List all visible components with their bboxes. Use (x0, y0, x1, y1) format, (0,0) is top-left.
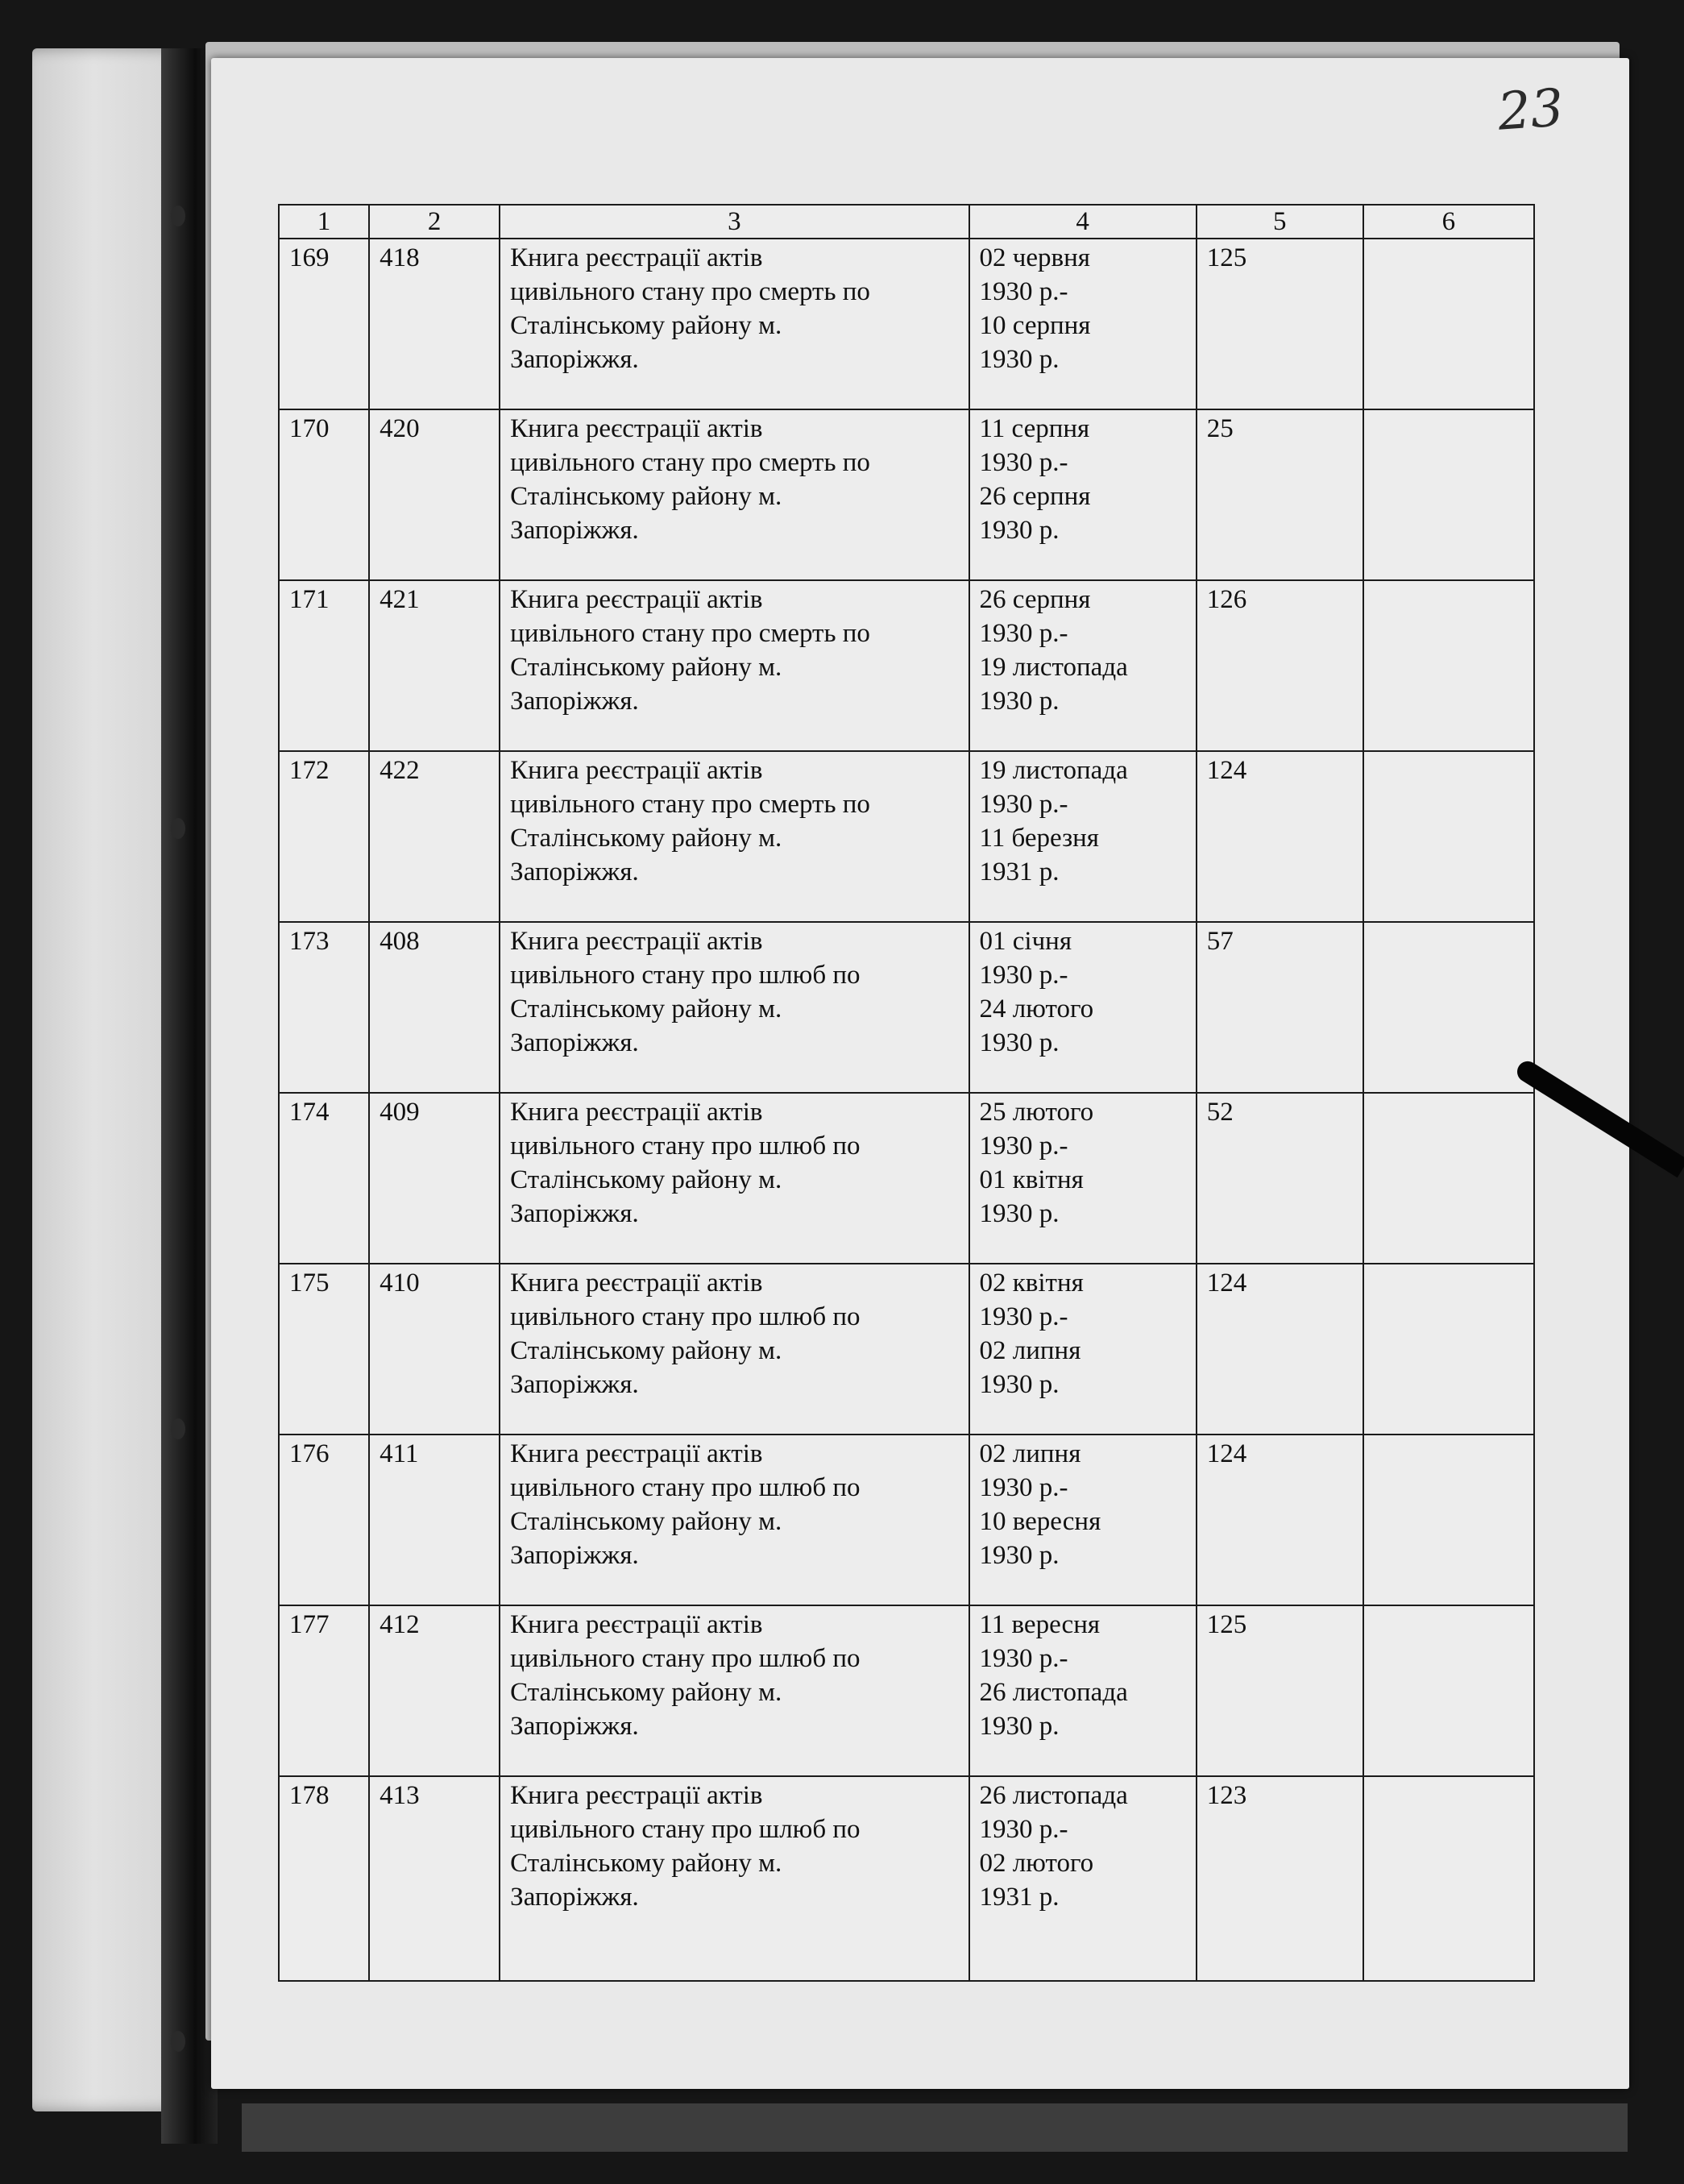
notes (1363, 751, 1534, 922)
notes (1363, 409, 1534, 580)
file-number: 413 (369, 1776, 500, 1981)
sheet-count: 123 (1197, 1776, 1363, 1981)
file-description: Книга реєстрації актів цивільного стану про смерть по Сталінському району м. Запоріжжя. (500, 239, 969, 409)
bottom-shadow (242, 2103, 1628, 2152)
table-row (279, 239, 1534, 409)
header-col-2: 2 (369, 205, 500, 239)
file-number: 421 (369, 580, 500, 751)
date-range: 25 лютого 1930 р.- 01 квітня 1930 р. (969, 1093, 1197, 1264)
date-range: 11 вересня 1930 р.- 26 листопада 1930 р. (969, 1605, 1197, 1776)
binding-hole (171, 1418, 185, 1439)
file-number: 408 (369, 922, 500, 1093)
notes (1363, 580, 1534, 751)
page-number: 23 (1495, 78, 1566, 143)
file-number: 411 (369, 1435, 500, 1605)
row-number: 169 (279, 239, 369, 409)
sheet-count: 125 (1197, 239, 1363, 409)
table-row (279, 409, 1534, 580)
file-number: 409 (369, 1093, 500, 1264)
file-description: Книга реєстрації актів цивільного стану про шлюб по Сталінському району м. Запоріжжя. (500, 1605, 969, 1776)
row-number: 176 (279, 1435, 369, 1605)
table-row (279, 1093, 1534, 1264)
table-row (279, 1435, 1534, 1605)
date-range: 01 січня 1930 р.- 24 лютого 1930 р. (969, 922, 1197, 1093)
date-range: 02 липня 1930 р.- 10 вересня 1930 р. (969, 1435, 1197, 1605)
notes (1363, 1435, 1534, 1605)
date-range: 26 листопада 1930 р.- 02 лютого 1931 р. (969, 1776, 1197, 1981)
row-number: 172 (279, 751, 369, 922)
date-range: 02 червня 1930 р.- 10 серпня 1930 р. (969, 239, 1197, 409)
date-range: 26 серпня 1930 р.- 19 листопада 1930 р. (969, 580, 1197, 751)
header-col-4: 4 (969, 205, 1197, 239)
file-number: 422 (369, 751, 500, 922)
notes (1363, 922, 1534, 1093)
table-row (279, 1776, 1534, 1981)
row-number: 177 (279, 1605, 369, 1776)
file-description: Книга реєстрації актів цивільного стану про смерть по Сталінському району м. Запоріжжя. (500, 751, 969, 922)
sheet-count: 57 (1197, 922, 1363, 1093)
row-number: 173 (279, 922, 369, 1093)
file-description: Книга реєстрації актів цивільного стану про шлюб по Сталінському району м. Запоріжжя. (500, 1776, 969, 1981)
notes (1363, 1093, 1534, 1264)
header-col-6: 6 (1363, 205, 1534, 239)
file-number: 420 (369, 409, 500, 580)
binding-hole (171, 818, 185, 839)
table-row (279, 1605, 1534, 1776)
sheet-count: 25 (1197, 409, 1363, 580)
sheet-count: 126 (1197, 580, 1363, 751)
table-header-row (279, 205, 1534, 239)
date-range: 11 серпня 1930 р.- 26 серпня 1930 р. (969, 409, 1197, 580)
sheet-count: 125 (1197, 1605, 1363, 1776)
file-description: Книга реєстрації актів цивільного стану про смерть по Сталінському району м. Запоріжжя. (500, 580, 969, 751)
header-col-5: 5 (1197, 205, 1363, 239)
header-col-3: 3 (500, 205, 969, 239)
sheet-count: 124 (1197, 1264, 1363, 1435)
table-row (279, 1264, 1534, 1435)
notes (1363, 239, 1534, 409)
notes (1363, 1776, 1534, 1981)
sheet-count: 124 (1197, 751, 1363, 922)
notes (1363, 1605, 1534, 1776)
file-number: 412 (369, 1605, 500, 1776)
binding-hole (171, 2031, 185, 2052)
inventory-table (278, 204, 1535, 1982)
file-description: Книга реєстрації актів цивільного стану про шлюб по Сталінському району м. Запоріжжя. (500, 922, 969, 1093)
row-number: 178 (279, 1776, 369, 1981)
date-range: 19 листопада 1930 р.- 11 березня 1931 р. (969, 751, 1197, 922)
table-row (279, 580, 1534, 751)
notes (1363, 1264, 1534, 1435)
file-number: 418 (369, 239, 500, 409)
file-description: Книга реєстрації актів цивільного стану про шлюб по Сталінському району м. Запоріжжя. (500, 1093, 969, 1264)
row-number: 175 (279, 1264, 369, 1435)
sheet-count: 124 (1197, 1435, 1363, 1605)
file-description: Книга реєстрації актів цивільного стану про шлюб по Сталінському району м. Запоріжжя. (500, 1264, 969, 1435)
table-row (279, 751, 1534, 922)
sheet-count: 52 (1197, 1093, 1363, 1264)
row-number: 170 (279, 409, 369, 580)
file-description: Книга реєстрації актів цивільного стану про смерть по Сталінському району м. Запоріжжя. (500, 409, 969, 580)
file-number: 410 (369, 1264, 500, 1435)
row-number: 171 (279, 580, 369, 751)
header-col-1: 1 (279, 205, 369, 239)
date-range: 02 квітня 1930 р.- 02 липня 1930 р. (969, 1264, 1197, 1435)
binding-hole (171, 206, 185, 226)
file-description: Книга реєстрації актів цивільного стану про шлюб по Сталінському району м. Запоріжжя. (500, 1435, 969, 1605)
table-row (279, 922, 1534, 1093)
row-number: 174 (279, 1093, 369, 1264)
